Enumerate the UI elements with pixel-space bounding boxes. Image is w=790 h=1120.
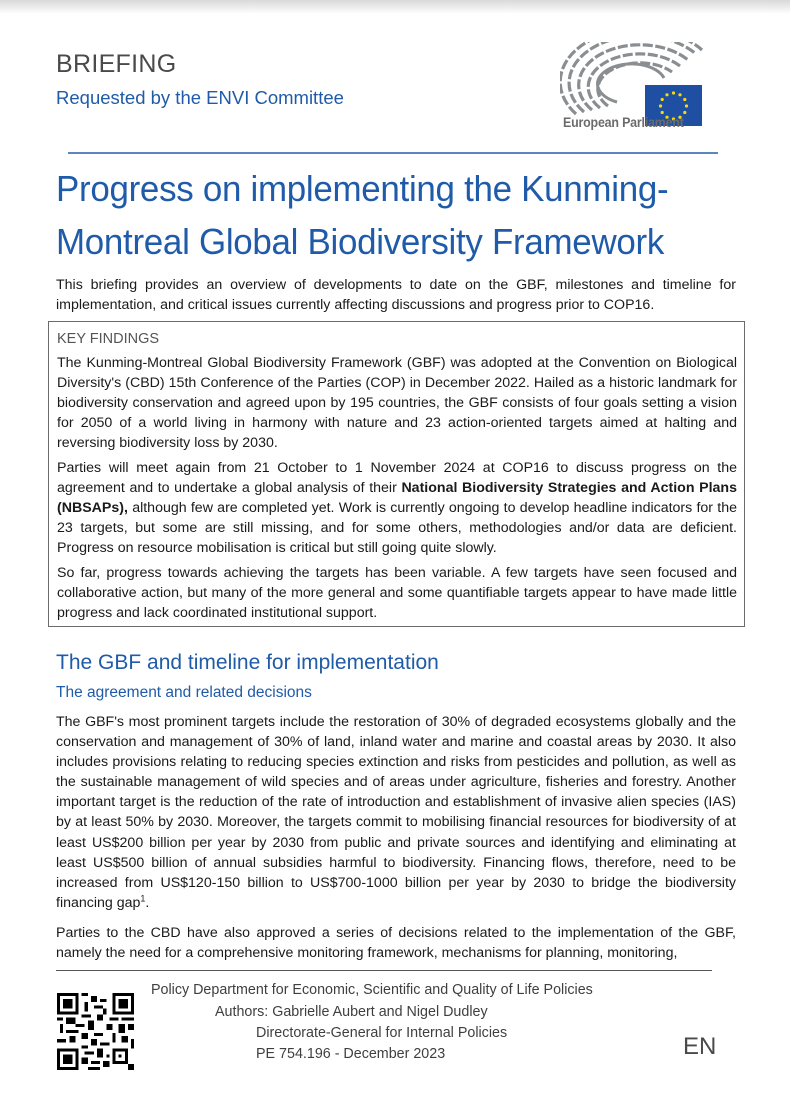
footer-divider: [56, 970, 712, 971]
requested-by-label: Requested by the ENVI Committee: [56, 87, 344, 108]
section-heading: The GBF and timeline for implementation: [56, 651, 439, 674]
doc-type-label: BRIEFING: [56, 50, 177, 78]
text-run: The GBF's most prominent targets include the restoration of 30% of degraded ecosystems globally and the conservation and management of 30% of land, inland water and marine and coastal areas by 2030. It also includes provisions relating to reducing species extinction and risks from pesticides and pollution, as well as the sustainable management of wild species and of areas under agriculture, fisheries and forestry. Another important target is the reduction of the rate of introduction and establishment of invasive alien species (IAS) by at least 50% by 2030. Moreover, the targets commit to mobilising financial resources for biodiversity of at least US$200 billion per year by 2030 from public and private sources and identifying and eliminating at least US$500 billion of annual subsidies harmful to biodiversity. Financing flows, therefore, need to be increased from US$120-150 billion to US$700-1000 billion per year by 2030 to bridge the biodiversity financing gap: [56, 714, 736, 911]
page-title: Progress on implementing the Kunming-Montreal Global Biodiversity Framework: [56, 168, 669, 262]
footer-authors: Authors: Gabrielle Aubert and Nigel Dudley: [215, 1004, 488, 1020]
page-top-shadow: [0, 0, 790, 14]
body-paragraph: [56, 712, 736, 913]
body-paragraph: Parties to the CBD have also approved a series of decisions related to the implementation of the GBF, namely the need for a comprehensive monitoring framework, mechanisms for planning, monitoring,: [56, 924, 736, 962]
section-subheading: The agreement and related decisions: [56, 684, 312, 701]
header-divider: [68, 152, 718, 154]
footer-department: Policy Department for Economic, Scientific and Quality of Life Policies: [151, 982, 593, 998]
text-run: .: [145, 894, 150, 911]
text-run: Parties will meet again from 21 October to 1 November 2024 at COP16 to discuss progress on the agreement and to undertake a global analysis of their: [57, 460, 737, 496]
intro-paragraph: This briefing provides an overview of developments to date on the GBF, milestones and timeline for implementation, and critical issues currently affecting discussions and progress prior to COP16.: [56, 277, 736, 313]
key-findings-paragraph: [57, 458, 737, 558]
key-findings-heading: KEY FINDINGS: [57, 331, 160, 347]
key-findings-paragraph: The Kunming-Montreal Global Biodiversity Framework (GBF) was adopted at the Convention on Biological Diversity's (CBD) 15th Conference of the Parties (COP) in December 2022. Hailed as a historic landmark for biodiversity conservation and agreed upon by 195 countries, the GBF consists of four goals setting a vision for 2050 of a world living in harmony with nature and 23 action-oriented targets aimed at halting and reversing biodiversity loss by 2030.: [57, 355, 737, 451]
nbsaps-bold-text: National Biodiversity Strategies and Action Plans (NBSAPs),: [57, 480, 737, 516]
key-findings-paragraph: So far, progress towards achieving the targets has been variable. A few targets have seen focused and collaborative action, but many of the more general and some quantifiable targets appear to have made little progress and lack coordinated institutional support.: [57, 565, 737, 621]
text-run: although few are completed yet. Work is currently ongoing to develop headline indicators for the 23 targets, but some are still missing, and for some others, methodologies and/or data are deficient. Progress on resource mobilisation is critical but still going quite slowly.: [57, 500, 737, 556]
european-parliament-logo-text: European Parliament: [563, 115, 684, 130]
footer-directorate: Directorate-General for Internal Policies: [256, 1025, 508, 1041]
qr-code-icon: [57, 993, 134, 1070]
footer-reference: PE 754.196 - December 2023: [256, 1046, 446, 1062]
footnote-link[interactable]: 1: [140, 893, 146, 904]
section-body: [56, 712, 736, 973]
key-findings-body: [57, 353, 737, 628]
language-code: EN: [683, 1033, 717, 1060]
